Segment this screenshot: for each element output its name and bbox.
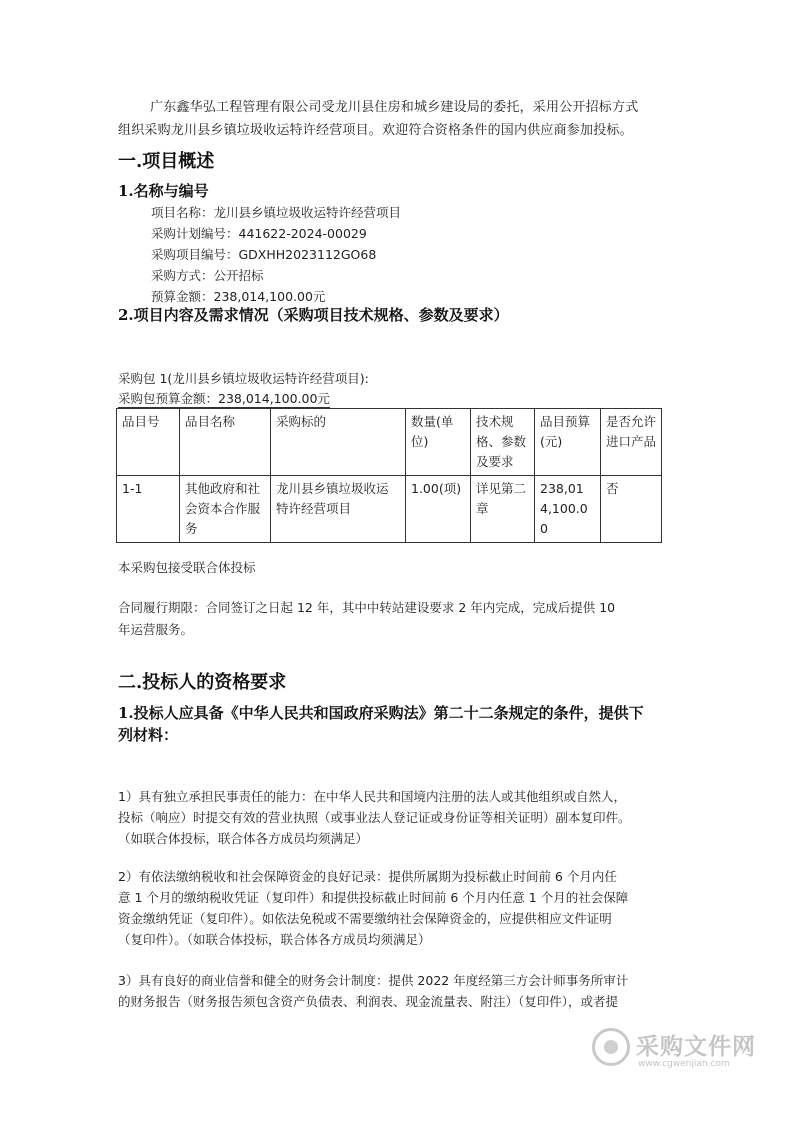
req-2-line-1: 2）有依法缴纳税收和社会保障资金的良好记录：提供所属期为投标截止时间前 6 个月内任 — [118, 869, 617, 884]
intro-line-1: 广东鑫华弘工程管理有限公司受龙川县住房和城乡建设局的委托，采用公开招标方式 — [150, 100, 639, 115]
req-3-line-2: 的财务报告（财务报告须包含资产负债表、利润表、现金流量表、附注）（复印件），或者提 — [118, 994, 619, 1009]
package-budget: 采购包预算金额：238,014,100.00元 — [118, 391, 330, 406]
table-row — [117, 476, 662, 543]
req-2-line-3: 资金缴纳凭证（复印件）。如依法免税或不需要缴纳社会保障资金的，应提供相应文件证明 — [118, 911, 612, 926]
section-2-title: 二.投标人的资格要求 — [118, 672, 287, 693]
items-table — [116, 408, 662, 543]
contract-period-line-1: 合同履行期限：合同签订之日起 12 年，其中中转站建设要求 2 年内完成，完成后提供 10 — [118, 600, 616, 615]
info-budget: 预算金额：238,014,100.00元 — [151, 289, 326, 304]
header-import: 是否允许进口产品 — [601, 409, 662, 476]
req-3-line-1: 3）具有良好的商业信誉和健全的财务会计制度：提供 2022 年度经第三方会计师事务所审计 — [118, 973, 629, 988]
req-1-line-2: 投标（响应）时提交有效的营业执照（或事业法人登记证或身份证等相关证明）副本复印件。 — [118, 810, 631, 825]
header-spec: 技术规格、参数及要求 — [471, 409, 535, 476]
table-header-row — [117, 409, 662, 476]
cell-quantity: 1.00(项) — [406, 476, 471, 543]
section-1-sub1-title: 1.名称与编号 — [118, 182, 209, 200]
cell-spec: 详见第二章 — [471, 476, 535, 543]
cell-import: 否 — [601, 476, 662, 543]
info-project-number: 采购项目编号：GDXHH2023112GO68 — [151, 247, 377, 262]
logo-circle-icon — [592, 1028, 630, 1066]
cell-item-no: 1-1 — [117, 476, 180, 543]
contract-period-line-2: 年运营服务。 — [118, 622, 194, 637]
header-quantity: 数量(单位) — [406, 409, 471, 476]
cell-item-name: 其他政府和社会资本合作服务 — [180, 476, 271, 543]
intro-line-2: 组织采购龙川县乡镇垃圾收运特许经营项目。欢迎符合资格条件的国内供应商参加投标。 — [118, 123, 633, 138]
watermark-url: www.cgwenjian.com — [638, 1059, 730, 1069]
cell-target: 龙川县乡镇垃圾收运特许经营项目 — [271, 476, 406, 543]
info-plan-number: 采购计划编号：441622-2024-00029 — [151, 226, 367, 241]
cell-budget: 238,014,100.00 — [535, 476, 601, 543]
req-1-line-3: （如联合体投标，联合体各方成员均须满足） — [118, 831, 369, 846]
info-method: 采购方式：公开招标 — [151, 268, 264, 283]
header-budget: 品目预算(元) — [535, 409, 601, 476]
req-1-line-1: 1）具有独立承担民事责任的能力：在中华人民共和国境内注册的法人或其他组织或自然人， — [118, 789, 626, 804]
section-2-sub1-line-1: 1.投标人应具备《中华人民共和国政府采购法》第二十二条规定的条件，提供下 — [118, 704, 644, 722]
section-1-title: 一.项目概述 — [118, 151, 215, 172]
consortium-note: 本采购包接受联合体投标 — [118, 560, 256, 575]
package-name: 采购包 1(龙川县乡镇垃圾收运特许经营项目): — [118, 371, 369, 386]
section-1-sub2-title: 2.项目内容及需求情况（采购项目技术规格、参数及要求） — [118, 306, 509, 324]
watermark — [592, 1026, 762, 1076]
info-project-name: 项目名称：龙川县乡镇垃圾收运特许经营项目 — [151, 205, 402, 220]
watermark-title: 采购文件网 — [636, 1034, 756, 1060]
req-2-line-2: 意 1 个月的缴纳税收凭证（复印件）和提供投标截止时间前 6 个月内任意 1 个月的社会保障 — [118, 890, 629, 905]
header-item-no: 品目号 — [117, 409, 180, 476]
header-target: 采购标的 — [271, 409, 406, 476]
req-2-line-4: （复印件）。（如联合体投标，联合体各方成员均须满足） — [118, 932, 431, 947]
section-2-sub1-line-2: 列材料： — [118, 726, 179, 744]
header-item-name: 品目名称 — [180, 409, 271, 476]
